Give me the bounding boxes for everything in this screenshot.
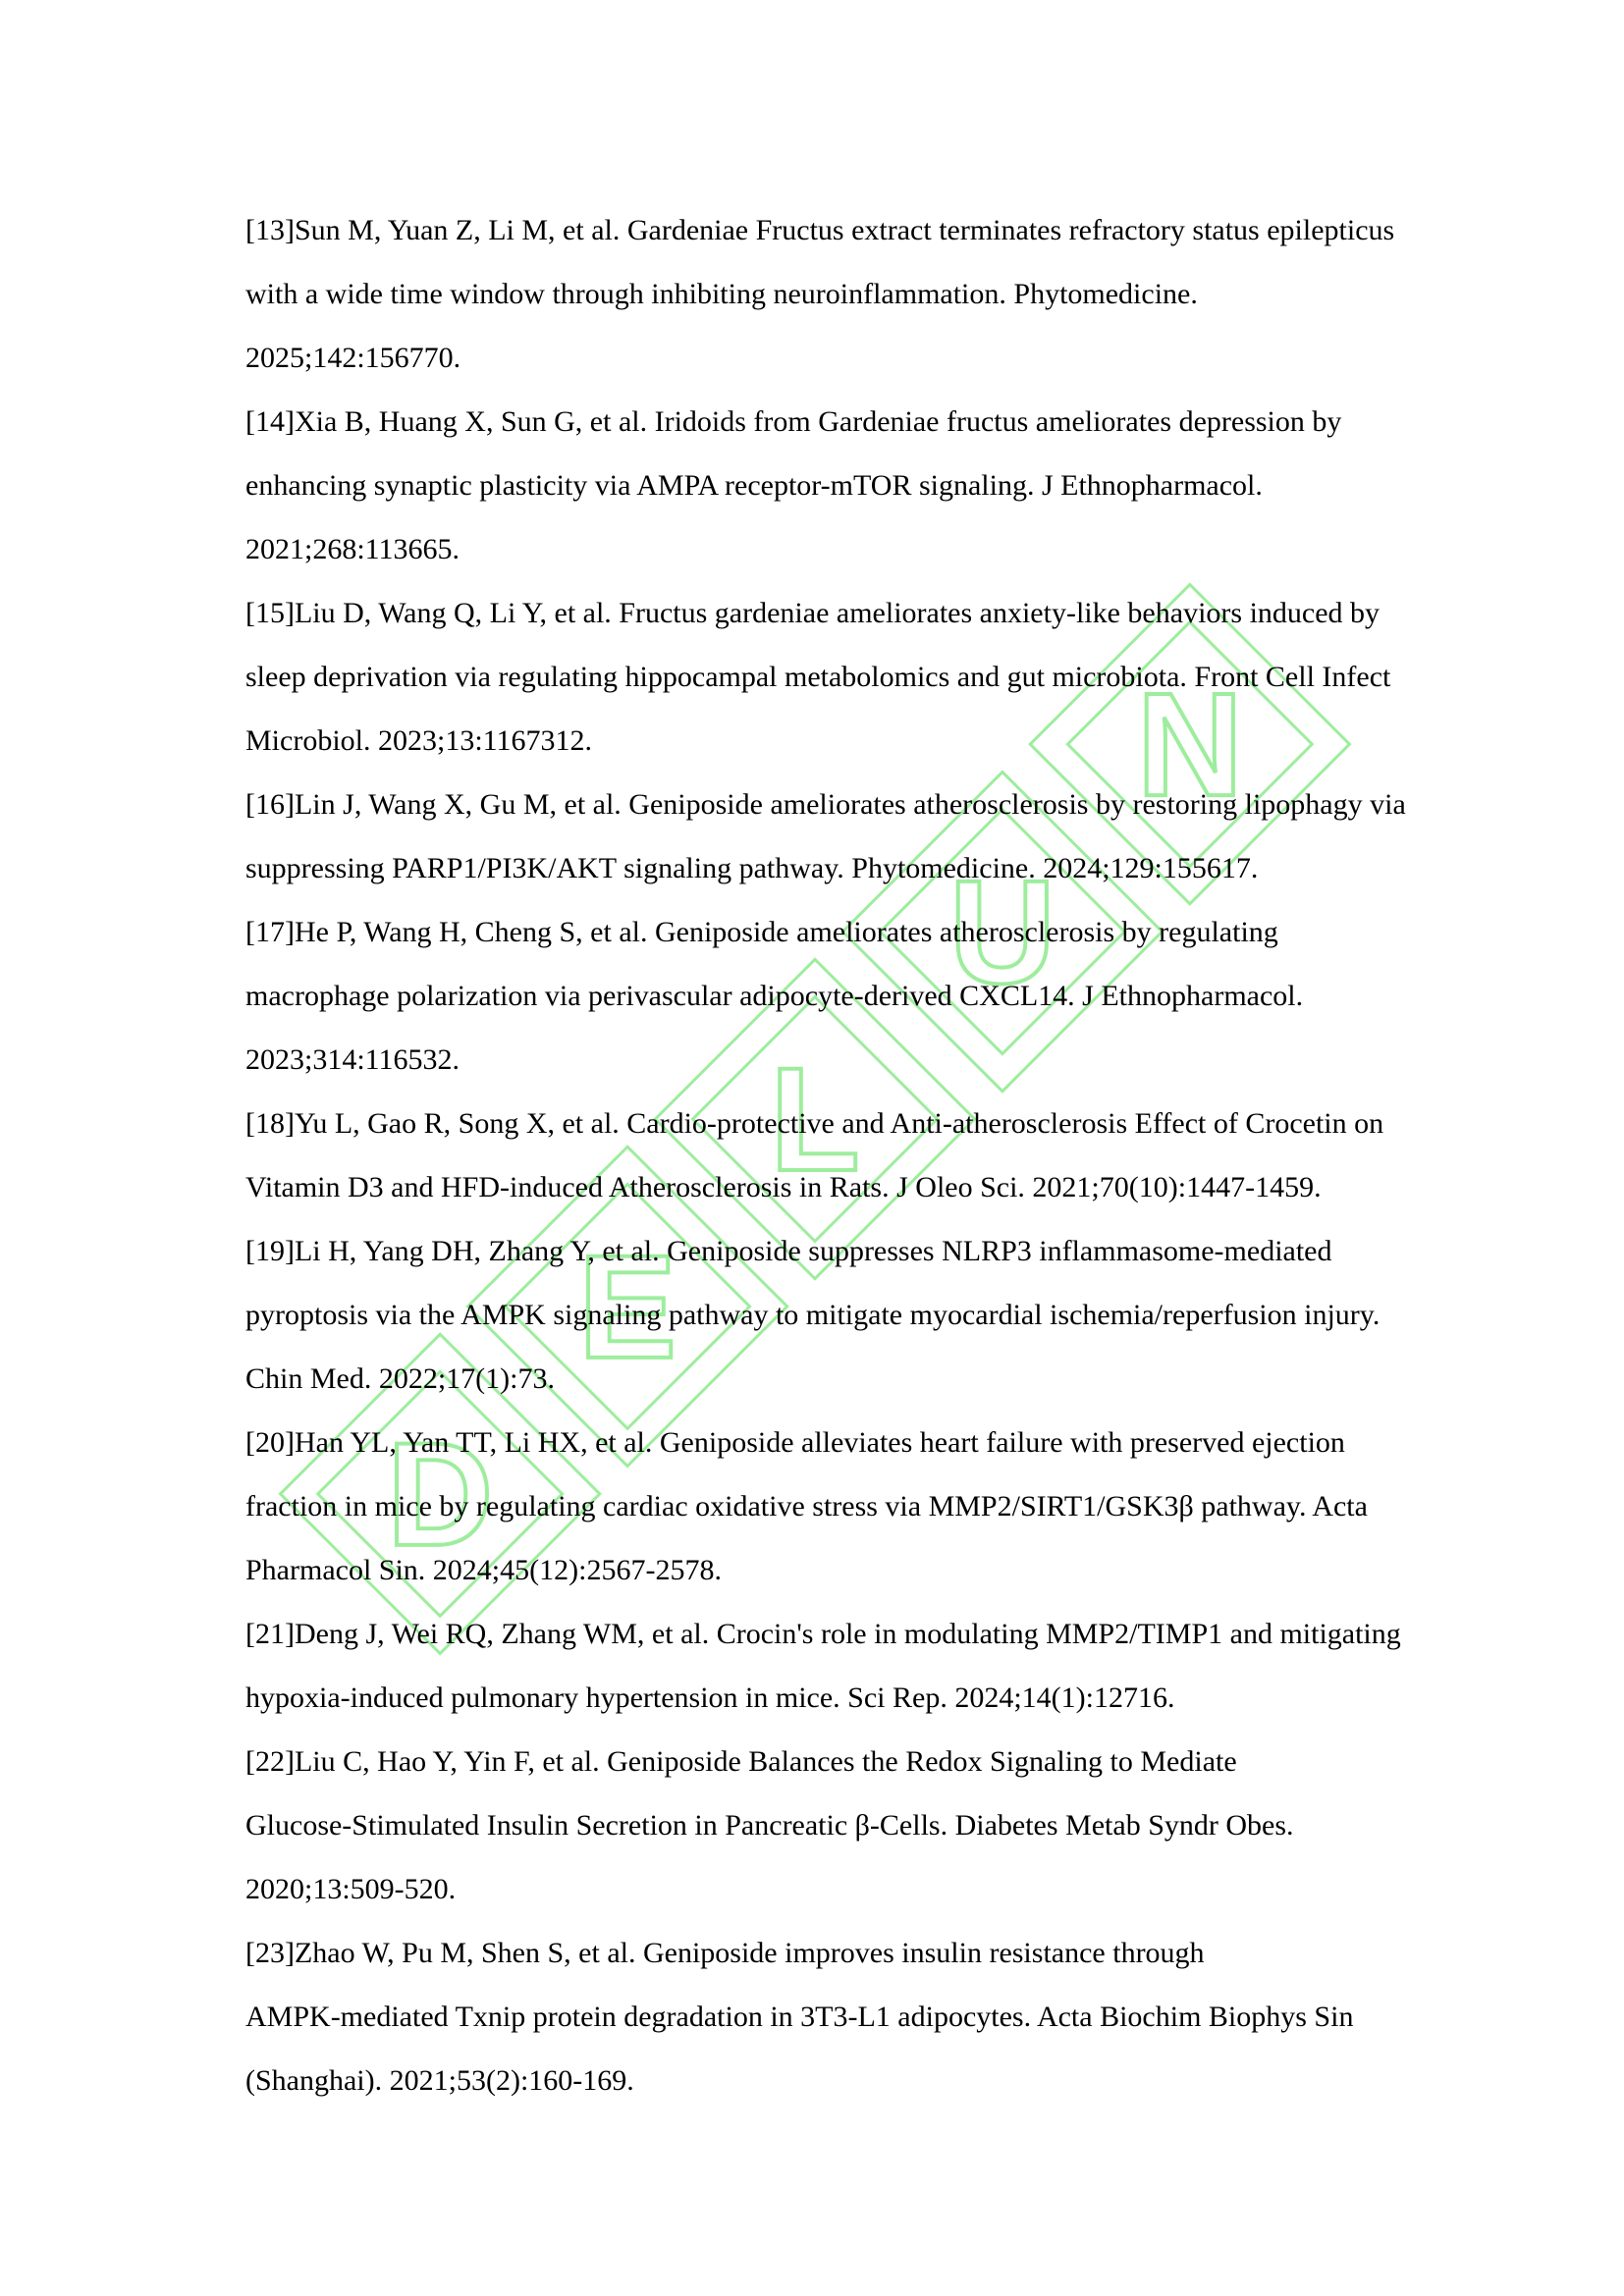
reference-line: [16]Lin J, Wang X, Gu M, et al. Geniposide ameliorates atherosclerosis by restoring lipophagy via [245, 788, 1406, 821]
reference-item [245, 1730, 1414, 1921]
reference-line: Pharmacol Sin. 2024;45(12):2567-2578. [245, 1554, 722, 1586]
reference-item [245, 1092, 1414, 1219]
reference-line: macrophage polarization via perivascular adipocyte-derived CXCL14. J Ethnopharmacol. [245, 980, 1304, 1012]
reference-item [245, 1602, 1414, 1730]
reference-line: 2025;142:156770. [245, 342, 461, 374]
watermark-letter: D [386, 1411, 494, 1576]
reference-item [245, 1411, 1414, 1602]
reference-line: 2020;13:509-520. [245, 1873, 457, 1905]
reference-line: [17]He P, Wang H, Cheng S, et al. Geniposide ameliorates atherosclerosis by regulating [245, 916, 1278, 948]
watermark-letter: U [948, 849, 1056, 1015]
reference-line: [22]Liu C, Hao Y, Yin F, et al. Geniposide Balances the Redox Signaling to Mediate [245, 1745, 1237, 1778]
reference-line: [15]Liu D, Wang Q, Li Y, et al. Fructus gardeniae ameliorates anxiety-like behaviors induced by [245, 597, 1380, 629]
reference-line: Glucose-Stimulated Insulin Secretion in Pancreatic β-Cells. Diabetes Metab Syndr Obes. [245, 1809, 1294, 1842]
reference-item [245, 900, 1414, 1092]
reference-list [245, 198, 1414, 2112]
reference-line: Microbiol. 2023;13:1167312. [245, 724, 593, 757]
reference-line: [18]Yu L, Gao R, Song X, et al. Cardio-protective and Anti-atherosclerosis Effect of Crocetin on [245, 1107, 1384, 1140]
reference-item [245, 1921, 1414, 2112]
reference-line: pyroptosis via the AMPK signaling pathway to mitigate myocardial ischemia/reperfusion injury. [245, 1299, 1380, 1331]
reference-line: [19]Li H, Yang DH, Zhang Y, et al. Geniposide suppresses NLRP3 inflammasome-mediated [245, 1235, 1332, 1267]
reference-line: AMPK-mediated Txnip protein degradation in 3T3-L1 adipocytes. Acta Biochim Biophys Sin [245, 2001, 1354, 2033]
reference-item [245, 198, 1414, 390]
reference-line: 2021;268:113665. [245, 533, 460, 565]
reference-line: [23]Zhao W, Pu M, Shen S, et al. Geniposide improves insulin resistance through [245, 1937, 1205, 1969]
reference-line: [14]Xia B, Huang X, Sun G, et al. Iridoids from Gardeniae fructus ameliorates depression by [245, 405, 1342, 438]
reference-item [245, 773, 1414, 900]
watermark-letter: E [578, 1223, 677, 1389]
watermark-letter: L [770, 1037, 860, 1201]
reference-line: sleep deprivation via regulating hippocampal metabolomics and gut microbiota. Front Cell Infect [245, 661, 1391, 693]
reference-line: [20]Han YL, Yan TT, Li HX, et al. Geniposide alleviates heart failure with preserved ejection [245, 1426, 1345, 1459]
reference-line: suppressing PARP1/PI3K/AKT signaling pathway. Phytomedicine. 2024;129:155617. [245, 852, 1259, 884]
reference-line: [21]Deng J, Wei RQ, Zhang WM, et al. Crocin's role in modulating MMP2/TIMP1 and mitigating [245, 1618, 1401, 1650]
reference-line: hypoxia-induced pulmonary hypertension in mice. Sci Rep. 2024;14(1):12716. [245, 1682, 1175, 1714]
reference-line: fraction in mice by regulating cardiac oxidative stress via MMP2/SIRT1/GSK3β pathway. Acta [245, 1490, 1368, 1522]
reference-line: (Shanghai). 2021;53(2):160-169. [245, 2064, 634, 2097]
reference-item [245, 581, 1414, 773]
reference-line: with a wide time window through inhibiting neuroinflammation. Phytomedicine. [245, 278, 1198, 310]
reference-line: Vitamin D3 and HFD-induced Atherosclerosis in Rats. J Oleo Sci. 2021;70(10):1447-1459. [245, 1171, 1322, 1203]
reference-line: Chin Med. 2022;17(1):73. [245, 1362, 555, 1395]
reference-line: enhancing synaptic plasticity via AMPA receptor-mTOR signaling. J Ethnopharmacol. [245, 469, 1263, 502]
reference-item [245, 1219, 1414, 1411]
watermark-letter: N [1136, 662, 1244, 828]
reference-line: 2023;314:116532. [245, 1043, 460, 1076]
reference-line: [13]Sun M, Yuan Z, Li M, et al. Gardeniae Fructus extract terminates refractory status epilepticus [245, 214, 1395, 246]
reference-item [245, 390, 1414, 581]
